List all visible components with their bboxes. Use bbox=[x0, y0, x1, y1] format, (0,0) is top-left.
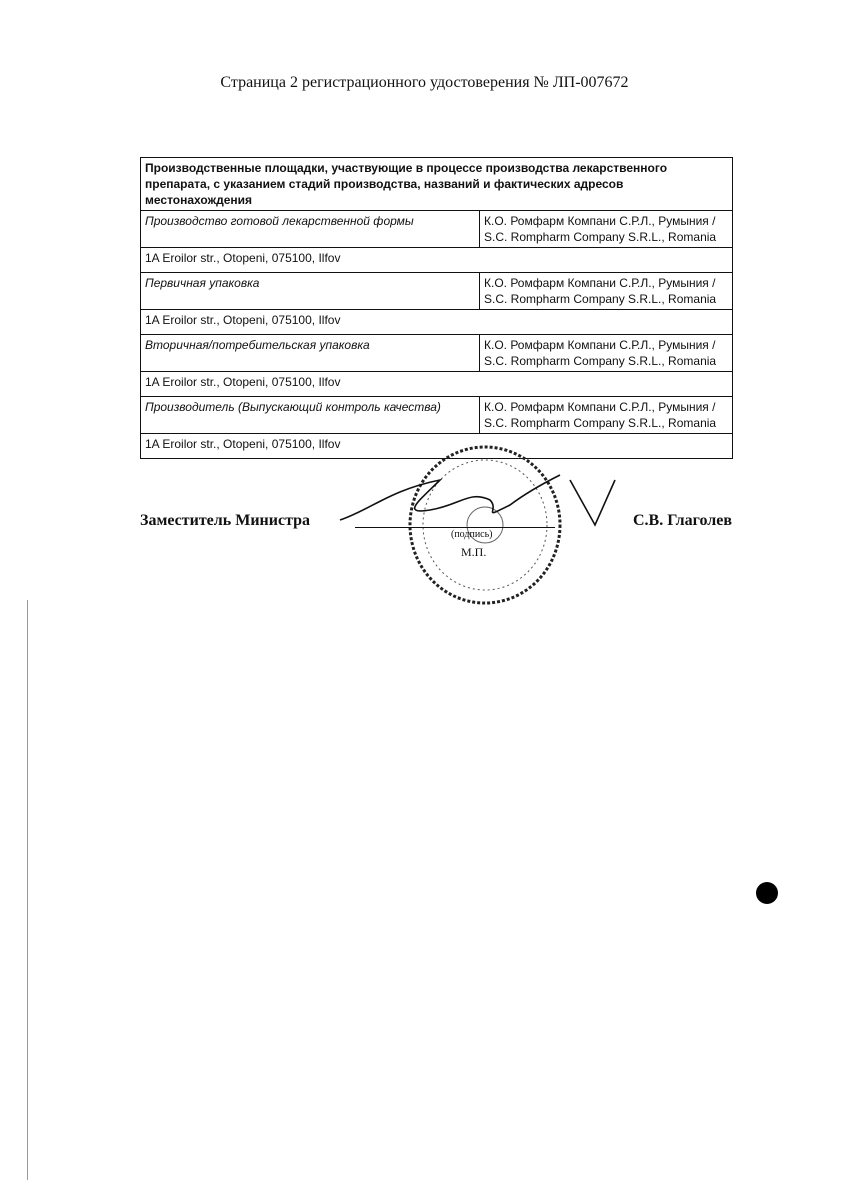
signatory-name: С.В. Глаголев bbox=[633, 512, 732, 529]
address-cell: 1A Eroilor str., Otopeni, 075100, Ilfov bbox=[141, 248, 733, 273]
stage-cell: Производство готовой лекарственной формы bbox=[141, 211, 480, 248]
address-cell: 1A Eroilor str., Otopeni, 075100, Ilfov bbox=[141, 434, 733, 459]
stage-cell: Производитель (Выпускающий контроль качества) bbox=[141, 397, 480, 434]
table-row bbox=[141, 273, 733, 310]
signatory-role: Заместитель Министра bbox=[140, 512, 311, 529]
production-sites-table bbox=[140, 157, 733, 459]
table-row bbox=[141, 310, 733, 335]
table-heading: Производственные площадки, участвующие в процессе производства лекарственного препарата, с указанием стадий производства, названий и фактических адресов местонахождения bbox=[141, 158, 733, 211]
company-cell: К.О. Ромфарм Компани С.Р.Л., Румыния / S.C. Rompharm Company S.R.L., Romania bbox=[480, 397, 733, 434]
table-row bbox=[141, 211, 733, 248]
address-cell: 1A Eroilor str., Otopeni, 075100, Ilfov bbox=[141, 310, 733, 335]
stage-cell: Вторичная/потребительская упаковка bbox=[141, 335, 480, 372]
company-cell: К.О. Ромфарм Компани С.Р.Л., Румыния / S.C. Rompharm Company S.R.L., Romania bbox=[480, 335, 733, 372]
page-title: Страница 2 регистрационного удостоверения № ЛП-007672 bbox=[220, 74, 629, 91]
address-cell: 1A Eroilor str., Otopeni, 075100, Ilfov bbox=[141, 372, 733, 397]
stage-cell: Первичная упаковка bbox=[141, 273, 480, 310]
signature-line bbox=[355, 527, 555, 528]
signature-caption: (подпись) bbox=[451, 529, 493, 540]
seal-label: М.П. bbox=[461, 545, 487, 559]
table-row bbox=[141, 335, 733, 372]
table-row bbox=[141, 397, 733, 434]
table-row bbox=[141, 372, 733, 397]
company-cell: К.О. Ромфарм Компани С.Р.Л., Румыния / S.C. Rompharm Company S.R.L., Romania bbox=[480, 273, 733, 310]
scan-edge-line bbox=[27, 600, 28, 1180]
punch-hole-mark bbox=[756, 882, 778, 904]
table-row bbox=[141, 248, 733, 273]
company-cell: К.О. Ромфарм Компани С.Р.Л., Румыния / S.C. Rompharm Company S.R.L., Romania bbox=[480, 211, 733, 248]
